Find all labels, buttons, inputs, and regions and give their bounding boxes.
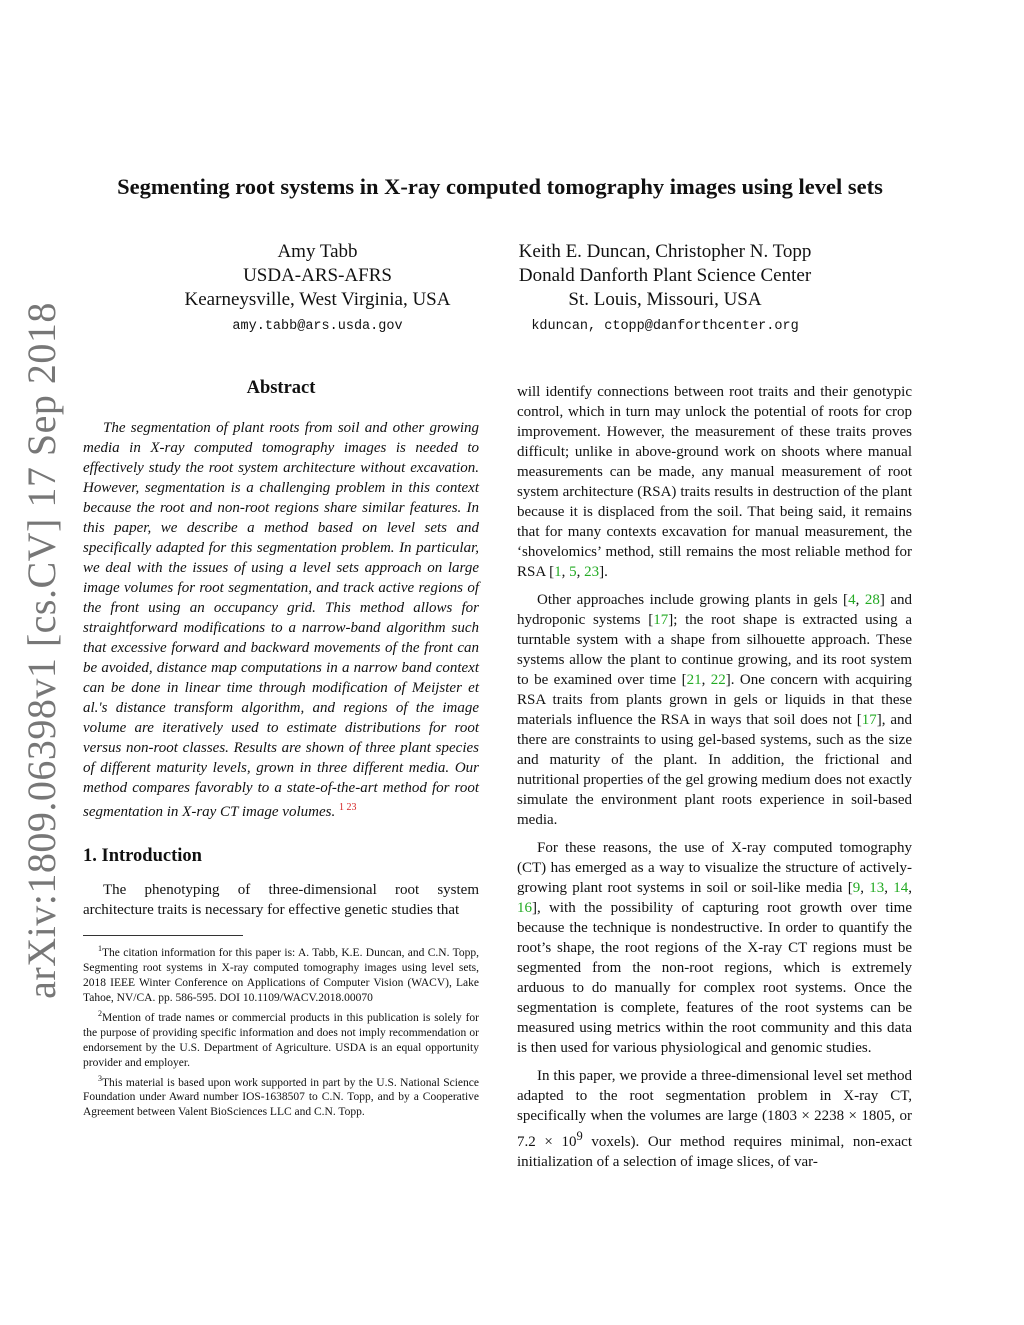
paragraph-text: In this paper, we provide a three-dimensional level set method adapted to the root segmentation problem in X-ray CT, specifically when the volumes are large (1803 × 2238 × 1805, or 7.2 × 10 xyxy=(517,1068,912,1150)
paragraph-text: , xyxy=(855,592,865,608)
paragraph-text: , xyxy=(884,880,894,896)
paragraph-text: Other approaches include growing plants in gels [ xyxy=(537,592,849,608)
section-heading-introduction: 1. Introduction xyxy=(83,846,202,866)
citation-link[interactable]: 17 xyxy=(861,712,877,728)
citation-link[interactable]: 9 xyxy=(852,880,861,896)
paragraph-other-approaches xyxy=(517,590,912,830)
paragraph-in-this-paper xyxy=(517,1066,912,1172)
paragraph-text: , xyxy=(701,672,711,688)
author-email: amy.tabb@ars.usda.gov xyxy=(232,319,403,334)
paragraph-xray-ct xyxy=(517,838,912,1058)
footnote-3 xyxy=(83,1071,479,1121)
citation-link[interactable]: 17 xyxy=(653,612,669,628)
citation-link[interactable]: 16 xyxy=(517,900,532,916)
arxiv-stamp xyxy=(6,301,76,999)
paragraph-continued xyxy=(517,382,912,582)
author-email: kduncan, ctopp@danforthcenter.org xyxy=(531,319,799,334)
footnote-divider xyxy=(83,935,243,936)
abstract-body: The segmentation of plant roots from soil and other growing media in X-ray computed tomography images is needed to effectively study the root system architecture without excavation. However, segmentation is a challenging problem in this context because the root and non-root regions share similar features. In this paper, we describe a method based on level sets and specifically adapted for this segmentation problem. In particular, we deal with the issues of using a level sets approach on large image volumes for root segmentation, and track active regions of the front using an occupancy grid. This method allows for straightforward modifications to a narrow-band algorithm such that excessive forward and backward movements of the front can be avoided, distance map computations in a narrow band context can be done in linear time through modification of Meijster et al.'s distance transform algorithm, and regions of the image volume are iteratively used to estimate distributions for root versus non-root classes. Results are shown of three plant species of different maturity levels, grown in three different media. Our method compares favorably to a state-of-the-art method for root segmentation in X-ray CT image volumes. xyxy=(83,420,479,820)
intro-paragraph: The phenotyping of three-dimensional root system architecture traits is necessary for effective genetic studies that xyxy=(83,882,479,918)
citation-link[interactable]: 28 xyxy=(864,592,880,608)
paragraph-text: will identify connections between root traits and their genotypic control, which in turn may unlock the potential of roots for crop improvement. However, the measurement of these traits proves difficult; unlike in above-ground work on shoots where manual measurements can be made, any manual measurement of root system architecture (RSA) traits results in destruction of the plant because it is displaced from the soil. That being said, it remains that for many contexts excavation for manual measurement, the ‘shovelomics’ method, still remains the most reliable method for RSA [ xyxy=(517,384,912,580)
paragraph-text: , xyxy=(908,880,913,896)
exponent: 9 xyxy=(576,1129,583,1143)
citation-link[interactable]: 4 xyxy=(848,592,856,608)
footnote-mark: 2 xyxy=(98,1008,102,1018)
paragraph-text: ]. One concern with acquiring RSA traits from plants grown in gels or liquids in that these materials influence the RSA in ways that soil does not [ xyxy=(517,672,912,728)
footnote-text: Mention of trade names or commercial products in this publication is solely for the purpose of providing specific information and does not imply recommendation or endorsement by the U.S. Department of Agriculture. USDA is an equal opportunity provider and employer. xyxy=(83,1011,479,1069)
paragraph-text: , xyxy=(576,564,585,580)
abstract-footnote-marks: 1 23 xyxy=(338,802,357,813)
citation-link[interactable]: 21 xyxy=(686,672,702,688)
footnote-text: The citation information for this paper is: A. Tabb, K.E. Duncan, and C.N. Topp, Segmenting root systems in X-ray computed tomography images using level sets, 2018 IEEE Winter Conference on Applications of Computer Vision (WACV), Lake Tahoe, NV/CA. pp. 586-595. DOI 10.1109/WACV.2018.00070 xyxy=(83,946,479,1004)
citation-link[interactable]: 5 xyxy=(569,564,577,580)
citation-link[interactable]: 1 xyxy=(554,564,562,580)
author-block-2 xyxy=(480,240,850,337)
left-column xyxy=(83,378,479,1120)
paper-title: Segmenting root systems in X-ray computed tomography images using level sets xyxy=(117,174,883,199)
paragraph-text: ], with the possibility of capturing root growth over time because the technique is nondestructive. In order to quantify the root’s shape, the root regions of the X-ray CT regions must be segmented from the non-root regions, which is extremely arduous to do manually for complex root systems. Once the segmentation is complete, features of the root systems can be measured using metrics within the root community and this data is then used for various physiological and genomic studies. xyxy=(517,900,912,1056)
citation-link[interactable]: 14 xyxy=(893,880,909,896)
paragraph-text: For these reasons, the use of X-ray computed tomography (CT) has emerged as a way to visualize the structure of actively-growing plant root systems in soil or soil-like media [ xyxy=(517,840,912,896)
paragraph-text: ], and there are constraints to using gel-based systems, such as the size and maturity of the plant. In addition, the frictional and nutritional properties of the gel growing medium does not exactly simulate the environment plant roots experience in soil-based media. xyxy=(517,712,912,828)
abstract-text xyxy=(83,418,479,822)
footnote-mark: 1 xyxy=(98,944,102,953)
footnote-mark: 3 xyxy=(98,1073,102,1083)
citation-link[interactable]: 23 xyxy=(584,564,600,580)
right-column xyxy=(517,382,912,1180)
paragraph-text: voxels). Our method requires minimal, non-exact initialization of a selection of image slices, of var- xyxy=(517,1134,913,1170)
citation-link[interactable]: 22 xyxy=(710,672,726,688)
author-name: Keith E. Duncan, Christopher N. Topp xyxy=(518,241,812,262)
footnote-2 xyxy=(83,1006,479,1071)
paragraph-text: ] and hydroponic systems [ xyxy=(517,592,913,628)
arxiv-id: arXiv:1809.06398v1 [cs.CV] 17 Sep 2018 xyxy=(18,301,64,999)
citation-link[interactable]: 13 xyxy=(869,880,885,896)
paragraph-text: ]; the root shape is extracted using a turntable system with a shape from silhouette approach. These systems allow the plant to continue growing, and its root system to be examined over time [ xyxy=(517,612,912,688)
paragraph-text: , xyxy=(860,880,870,896)
author-location: Kearneysville, West Virginia, USA xyxy=(184,289,451,310)
author-affiliation: USDA-ARS-AFRS xyxy=(243,265,392,286)
author-location: St. Louis, Missouri, USA xyxy=(568,289,762,310)
paragraph-text: ]. xyxy=(599,564,608,580)
footnote-text: This material is based upon work supported in part by the U.S. National Science Foundation under Award number IOS-1638507 to C.N. Topp, and by a Cooperative Agreement between Valent BioSciences LLC and C.N. Topp. xyxy=(83,1076,479,1119)
author-name: Amy Tabb xyxy=(277,241,358,262)
abstract-heading: Abstract xyxy=(246,378,316,398)
footnote-1 xyxy=(83,941,479,1006)
author-block-1 xyxy=(150,240,485,337)
paragraph-text: , xyxy=(561,564,570,580)
author-affiliation: Donald Danforth Plant Science Center xyxy=(518,265,812,286)
